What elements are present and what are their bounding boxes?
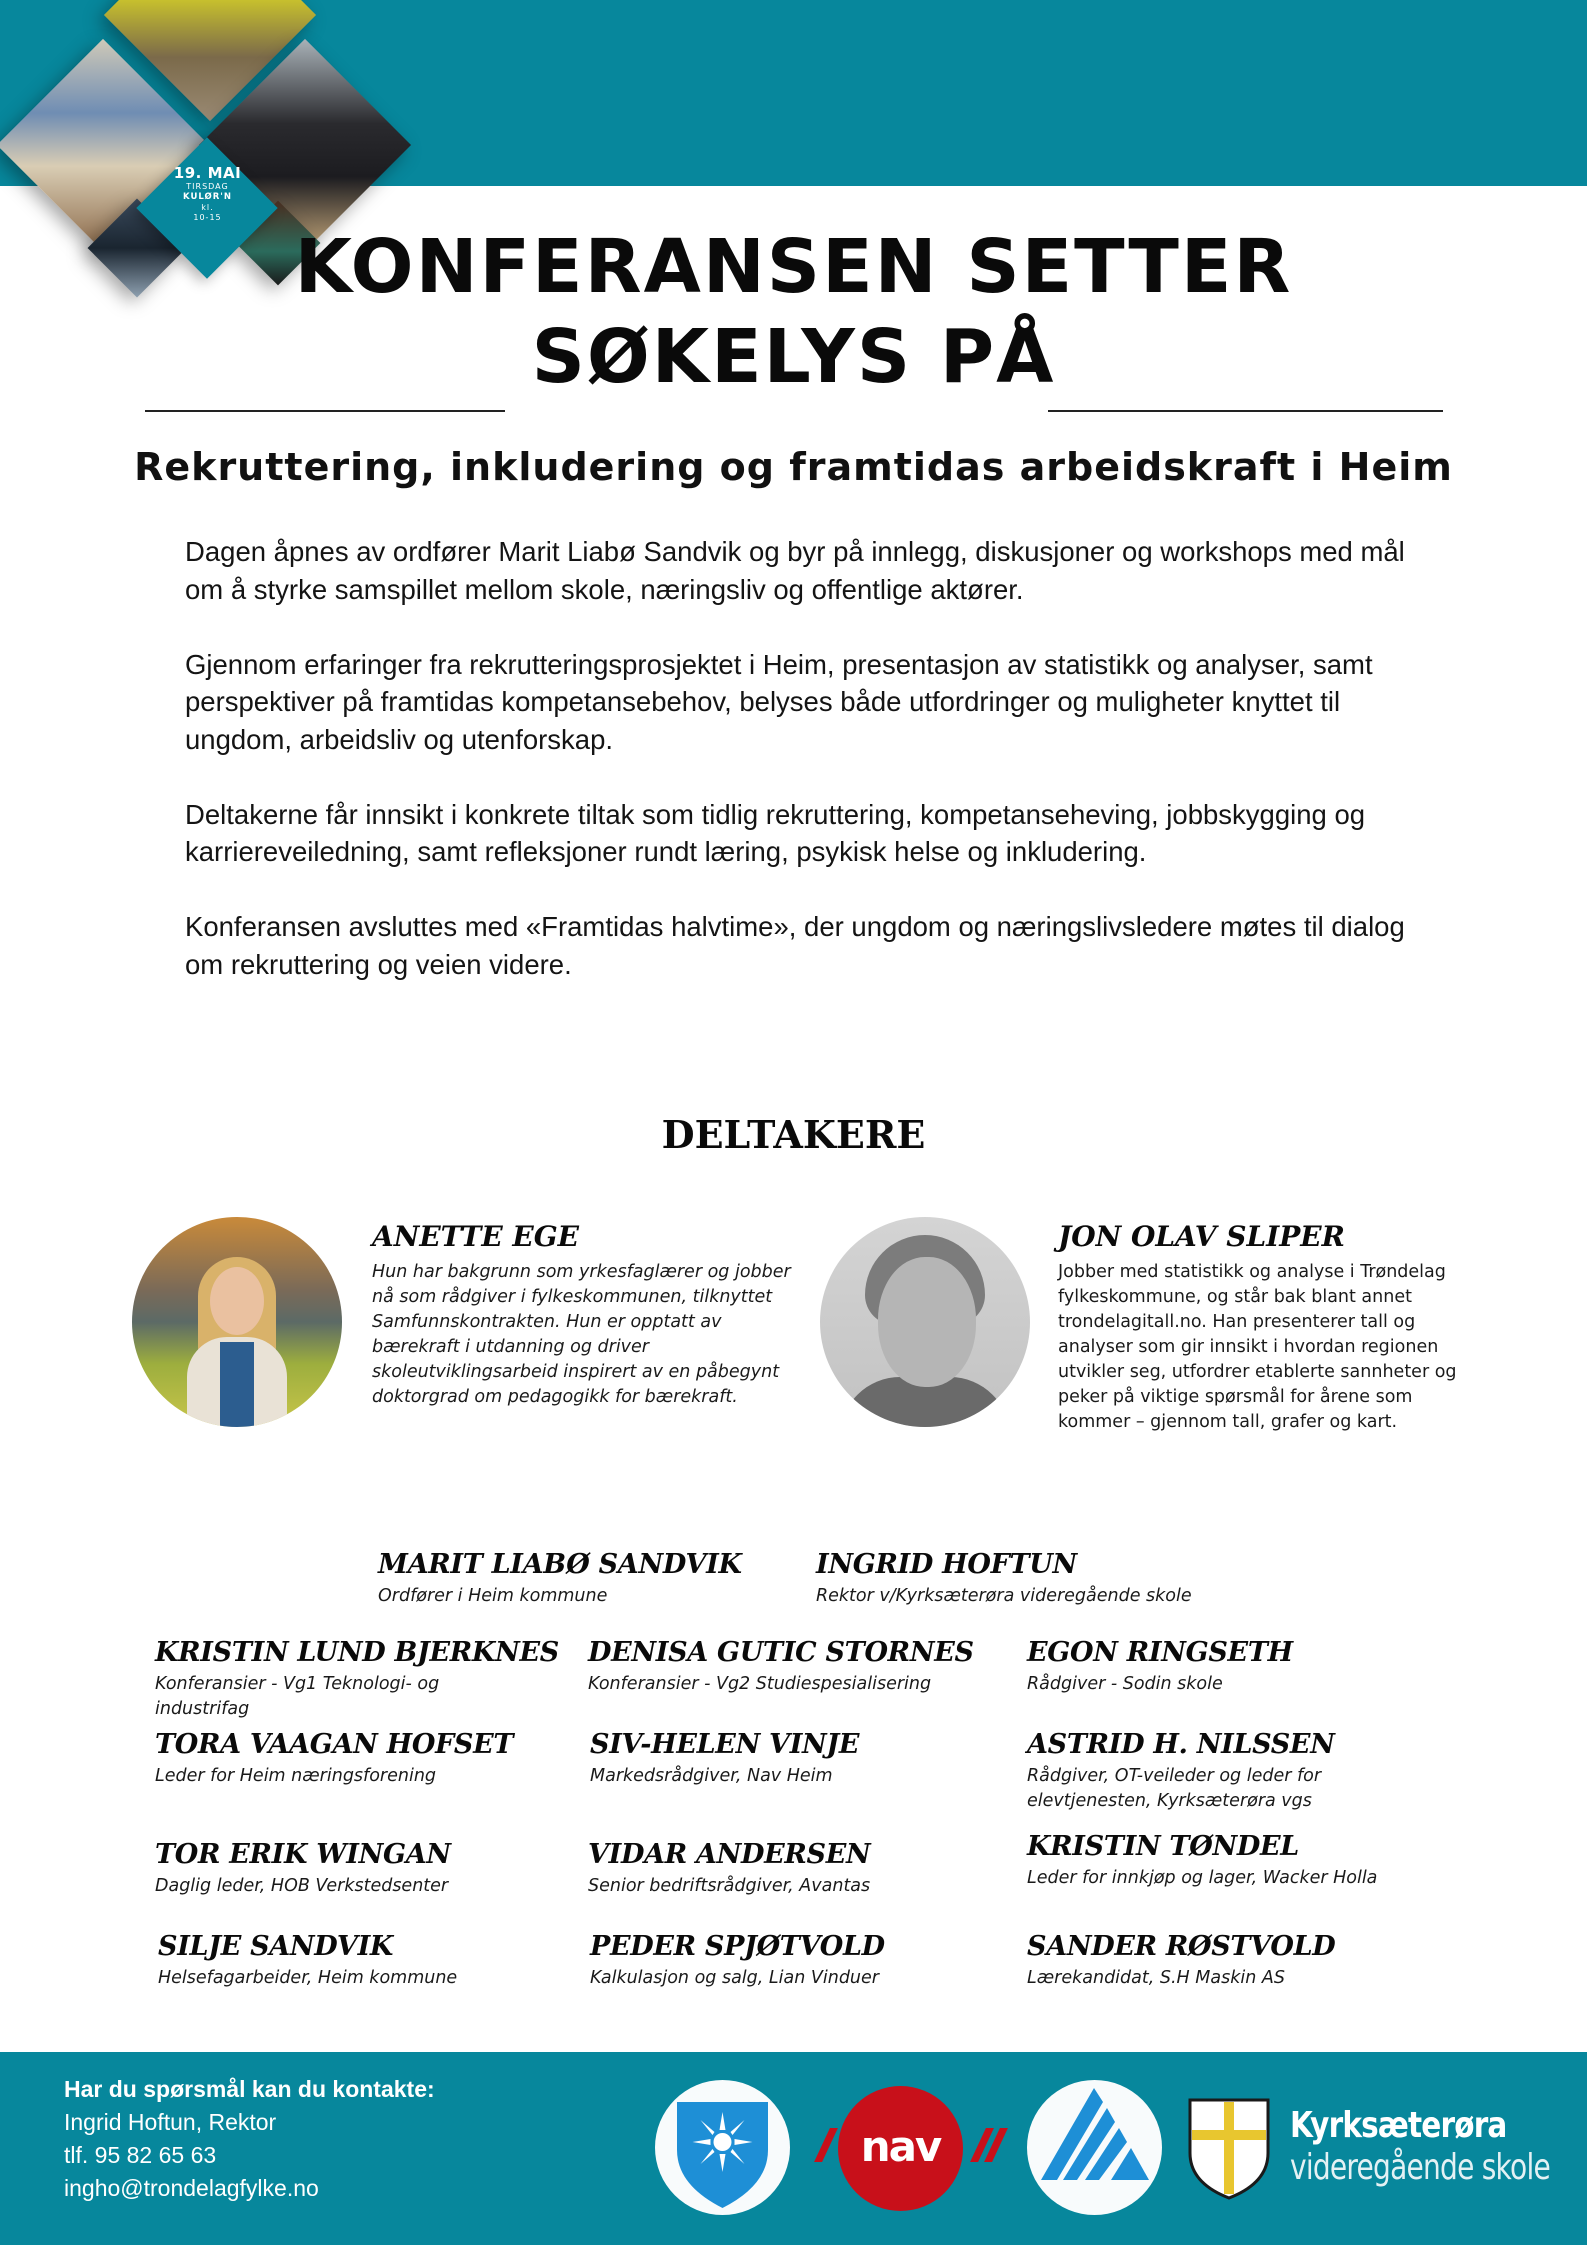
intro-text	[185, 533, 1425, 1021]
nav-logo	[838, 2086, 963, 2211]
hdk-triangle-icon	[1027, 2080, 1162, 2215]
participant-bio: Jobber med statistikk og analyse i Trøndelag fylkeskommune, og står bak blant annet trondelagitall.no. Han presenterer tall og analyser som gir innsikt i hvordan regionen utvikler seg, utfordrer etablerte sannheter og peker på viktige spørsmål for årene som kommer – gjennom tall, grafer og kart.	[1058, 1262, 1457, 1432]
participant-role: Senior bedriftsrådgiver, Avantas	[588, 1876, 871, 1896]
subtitle: Rekruttering, inkludering og framtidas arbeidskraft i Heim	[134, 445, 1453, 489]
event-time-label: kl.	[201, 203, 214, 212]
participant-entry	[588, 1636, 1008, 1697]
heim-kommune-logo	[655, 2080, 790, 2215]
contact-info	[64, 2072, 435, 2205]
contact-heading: Har du spørsmål kan du kontakte:	[64, 2076, 435, 2102]
intro-paragraph: Gjennom erfaringer fra rekrutteringsprosjektet i Heim, presentasjon av statistikk og analyser, samt perspektiver på framtidas kompetansebehov, belyses både utfordringer og muligheter knyttet til ungdom, arbeidsliv og utenforskap.	[185, 648, 1373, 755]
participant-role: Leder for Heim næringsforening	[155, 1766, 437, 1786]
participant-name: DENISA GUTIC STORNES	[588, 1637, 974, 1668]
participant-name: KRISTIN LUND BJERKNES	[155, 1637, 559, 1668]
participant-role: Markedsrådgiver, Nav Heim	[590, 1766, 833, 1786]
participant-entry	[1027, 1830, 1447, 1891]
participant-role: Daglig leder, HOB Verkstedsenter	[155, 1876, 449, 1896]
participant-entry	[1027, 1636, 1447, 1697]
event-time: 10-15	[193, 213, 222, 222]
page-title	[200, 222, 1387, 402]
hdk-logo	[1027, 2080, 1162, 2215]
participant-role: Lærekandidat, S.H Maskin AS	[1027, 1968, 1285, 1988]
divider-right	[1048, 410, 1443, 412]
school-type: videregående skole	[1290, 2147, 1550, 2188]
participant-entry	[378, 1548, 798, 1609]
participant-name: TORA VAAGAN HOFSET	[155, 1729, 514, 1760]
participant-entry	[155, 1728, 575, 1789]
intro-paragraph: Deltakerne får innsikt i konkrete tiltak som tidlig rekruttering, kompetanseheving, jobbskygging og karriereveiledning, samt refleksjoner rundt læring, psykisk helse og inkludering.	[185, 798, 1366, 867]
title-line-2: SØKELYS PÅ	[531, 314, 1056, 400]
participant-entry	[1027, 1930, 1447, 1991]
participant-name: PEDER SPJØTVOLD	[590, 1931, 885, 1962]
participant-name: JON OLAV SLIPER	[1058, 1220, 1345, 1253]
participant-name: ASTRID H. NILSSEN	[1027, 1729, 1335, 1760]
participant-entry	[158, 1930, 578, 1991]
participant-name: TOR ERIK WINGAN	[155, 1839, 451, 1870]
intro-paragraph: Dagen åpnes av ordfører Marit Liabø Sandvik og byr på innlegg, diskusjoner og workshops med mål om å styrke samspillet mellom skole, næringsliv og offentlige aktører.	[185, 536, 1405, 605]
participant-role: Konferansier - Vg1 Teknologi- og industrifag	[155, 1674, 440, 1719]
contact-name: Ingrid Hoftun, Rektor	[64, 2109, 277, 2135]
school-shield-icon	[1188, 2098, 1270, 2200]
contact-email[interactable]: ingho@trondelagfylke.no	[64, 2175, 319, 2201]
participant-bio: Hun har bakgrunn som yrkesfaglærer og jobber nå som rådgiver i fylkeskommunen, tilknyttet Samfunnskontrakten. Hun er opptatt av bærekraft i utdanning og driver skoleutviklingsarbeid inspirert av en påbegynt doktorgrad om pedagogikk for bærekraft.	[372, 1262, 791, 1407]
date-badge-text	[150, 165, 265, 223]
participant-name: ANETTE EGE	[372, 1220, 580, 1253]
participant-role: Rektor v/Kyrksæterøra videregående skole	[816, 1586, 1192, 1606]
participant-name: SIV-HELEN VINJE	[590, 1729, 860, 1760]
participant-entry	[588, 1838, 1008, 1899]
school-name: Kyrksæterøra	[1290, 2105, 1507, 2146]
event-weekday: TIRSDAG	[186, 182, 229, 191]
contact-phone[interactable]: tlf. 95 82 65 63	[64, 2142, 217, 2168]
title-line-1: KONFERANSEN SETTER	[294, 224, 1293, 310]
participant-role: Kalkulasjon og salg, Lian Vinduer	[590, 1968, 879, 1988]
participant-entry	[816, 1548, 1296, 1609]
avatar	[132, 1217, 342, 1427]
participants-heading: DELTAKERE	[661, 1112, 926, 1157]
participant-role: Rådgiver, OT-veileder og leder for elevtjenesten, Kyrksæterøra vgs	[1027, 1766, 1322, 1811]
participant-name: SANDER RØSTVOLD	[1027, 1931, 1336, 1962]
participant-name: KRISTIN TØNDEL	[1027, 1831, 1299, 1862]
participant-entry	[1027, 1728, 1387, 1814]
participant-role: Helsefagarbeider, Heim kommune	[158, 1968, 458, 1988]
participant-role: Konferansier - Vg2 Studiespesialisering	[588, 1674, 932, 1694]
participant-name: MARIT LIABØ SANDVIK	[378, 1549, 742, 1580]
participant-entry	[155, 1838, 575, 1899]
participant-entry	[155, 1636, 559, 1722]
participant-name: INGRID HOFTUN	[816, 1549, 1077, 1580]
participant-name: VIDAR ANDERSEN	[588, 1839, 871, 1870]
divider-left	[145, 410, 505, 412]
nav-logo-text: nav	[860, 2122, 941, 2171]
intro-paragraph: Konferansen avsluttes med «Framtidas halvtime», der ungdom og næringslivsledere møtes til dialog om rekruttering og veien videre.	[185, 911, 1405, 980]
participant-entry	[590, 1728, 1010, 1789]
participant-name: EGON RINGSETH	[1027, 1637, 1293, 1668]
participant-role: Ordfører i Heim kommune	[378, 1586, 608, 1606]
event-date: 19. MAI	[173, 164, 242, 182]
avatar	[820, 1217, 1030, 1427]
participant-role: Leder for innkjøp og lager, Wacker Holla	[1027, 1868, 1378, 1888]
participant-entry	[590, 1930, 1010, 1991]
school-logo-text	[1290, 2105, 1587, 2189]
event-venue: KULØR'N	[183, 192, 232, 202]
heim-shield-icon	[655, 2080, 790, 2215]
participant-role: Rådgiver - Sodin skole	[1027, 1674, 1223, 1694]
participant-name: SILJE SANDVIK	[158, 1931, 394, 1962]
